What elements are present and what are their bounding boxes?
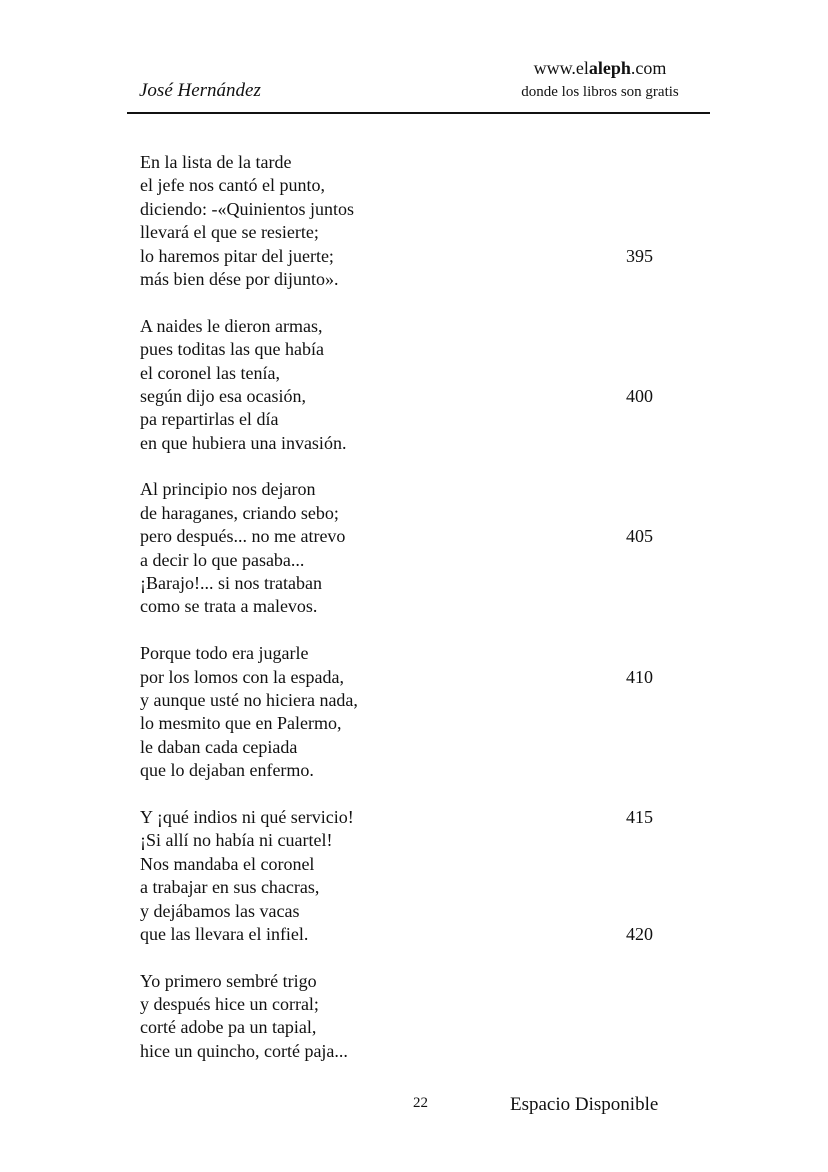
line-number: 415 [626,806,653,827]
verse-line [140,245,700,268]
verse-line [140,759,700,782]
site-bold: aleph [588,58,631,78]
verse-text: el coronel las tenía, [140,362,280,383]
verse-text: pues toditas las que había [140,339,324,360]
verse-text: lo mesmito que en Palermo, [140,713,342,734]
verse-text: y después hice un corral; [140,994,319,1015]
verse-line [140,362,700,385]
verse-line [140,525,700,548]
verse-text: pero después... no me atrevo [140,526,346,547]
verse-text: que las llevara el infiel. [140,923,309,944]
verse-line [140,549,700,572]
verse-line [140,478,700,501]
verse-text: Nos mandaba el coronel [140,853,315,874]
verse-line [140,174,700,197]
line-number: 400 [626,385,653,406]
verse-text: según dijo esa ocasión, [140,385,306,406]
verse-line [140,712,700,735]
verse-line [140,595,700,618]
verse-text: a trabajar en sus chacras, [140,877,320,898]
verse-text: hice un quincho, corté paja... [140,1040,348,1061]
verse-text: que lo dejaban enfermo. [140,760,314,781]
verse-line [140,853,700,876]
verse-text: diciendo: -«Quinientos juntos [140,198,354,219]
verse-line [140,736,700,759]
stanza [140,642,700,782]
verse-text: y aunque usté no hiciera nada, [140,689,358,710]
page-number: 22 [413,1095,428,1111]
verse-line [140,642,700,665]
verse-text: A naides le dieron armas, [140,315,323,336]
line-number: 395 [626,245,653,266]
verse-text: de haraganes, criando sebo; [140,502,339,523]
verse-line [140,900,700,923]
header-author: José Hernández [139,80,261,101]
poem-body [140,151,700,1087]
verse-line [140,689,700,712]
verse-text: el jefe nos cantó el punto, [140,175,325,196]
verse-line [140,151,700,174]
verse-line [140,502,700,525]
verse-line [140,268,700,291]
verse-text: le daban cada cepiada [140,736,298,757]
header-divider [127,112,710,114]
verse-line [140,572,700,595]
stanza [140,315,700,455]
verse-line [140,221,700,244]
verse-text: Y ¡qué indios ni qué servicio! [140,806,354,827]
verse-line [140,993,700,1016]
verse-line [140,432,700,455]
verse-text: más bien dése por dijunto». [140,268,339,289]
footer-label: Espacio Disponible [510,1094,659,1115]
verse-line [140,876,700,899]
verse-line [140,666,700,689]
verse-text: pa repartirlas el día [140,409,279,430]
verse-text: y dejábamos las vacas [140,900,300,921]
stanza [140,151,700,291]
verse-text: lo haremos pitar del juerte; [140,245,334,266]
stanza [140,478,700,618]
verse-line [140,923,700,946]
verse-line [140,806,700,829]
verse-line [140,198,700,221]
verse-line [140,385,700,408]
verse-text: Porque todo era jugarle [140,643,309,664]
verse-text: llevará el que se resierte; [140,222,319,243]
verse-line [140,338,700,361]
verse-line [140,408,700,431]
verse-line [140,315,700,338]
verse-text: Al principio nos dejaron [140,479,316,500]
verse-text: como se trata a malevos. [140,596,318,617]
verse-text: ¡Si allí no había ni cuartel! [140,830,333,851]
line-number: 410 [626,666,653,687]
stanza [140,970,700,1064]
line-number: 420 [626,923,653,944]
verse-line [140,1016,700,1039]
verse-text: ¡Barajo!... si nos trataban [140,573,322,594]
verse-line [140,829,700,852]
verse-text: En la lista de la tarde [140,152,292,172]
site-prefix: www.el [533,58,589,78]
verse-line [140,970,700,993]
verse-text: en que hubiera una invasión. [140,432,347,453]
verse-text: corté adobe pa un tapial, [140,1017,317,1038]
verse-line [140,1040,700,1063]
header-site-url[interactable] [500,58,700,79]
verse-text: a decir lo que pasaba... [140,549,305,570]
verse-text: por los lomos con la espada, [140,666,344,687]
stanza [140,806,700,946]
site-suffix: .com [630,58,667,78]
header-tagline: donde los libros son gratis [521,84,679,100]
line-number: 405 [626,526,653,547]
verse-text: Yo primero sembré trigo [140,970,317,991]
